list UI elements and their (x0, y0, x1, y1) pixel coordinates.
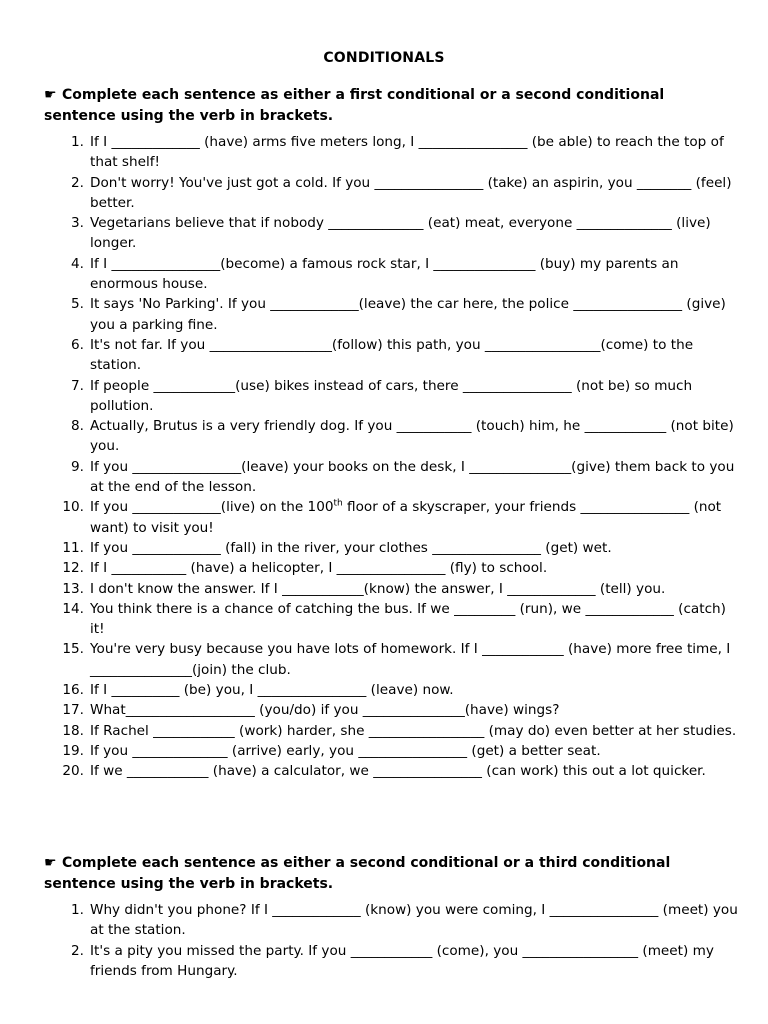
list-item (44, 132, 744, 173)
item-number: 18. (62, 722, 84, 739)
list-item (44, 294, 744, 335)
item-number: 17. (62, 702, 84, 719)
item-text: Don't worry! You've just got a cold. If you ________________ (take) an aspirin, you ________ (feel) better. (90, 174, 732, 211)
item-number: 13. (62, 580, 84, 597)
list-item (44, 538, 744, 558)
item-number: 10. (62, 499, 84, 516)
item-text: What___________________ (you/do) if you _______________(have) wings? (90, 702, 560, 719)
item-text: If you ______________ (arrive) early, you ________________ (get) a better seat. (90, 742, 601, 759)
item-number: 16. (62, 682, 84, 699)
item-number: 15. (62, 641, 84, 658)
item-text: You're very busy because you have lots of homework. If I ____________ (have) more free time, I _______________(join) the club. (90, 641, 731, 678)
item-text: If you _____________(live) on the 100th floor of a skyscraper, your friends ________________ (not want) to visit you! (90, 498, 722, 536)
item-text: If I ________________(become) a famous rock star, I _______________ (buy) my parents an enormous house. (90, 255, 679, 293)
item-number: 7. (71, 377, 84, 394)
section2-instruction: Complete each sentence as either a second conditional or a third conditional sentence using the verb in brackets. (44, 855, 671, 892)
list-item (44, 761, 744, 781)
item-text: I don't know the answer. If I ____________(know) the answer, I _____________ (tell) you. (90, 580, 666, 597)
list-item (44, 497, 744, 538)
item-text: If I _____________ (have) arms five meters long, I ________________ (be able) to reach the top of that shelf! (90, 134, 724, 171)
item-number: 19. (62, 742, 84, 759)
section2-instruction-block (44, 853, 724, 894)
section1-instruction-block (44, 85, 724, 126)
item-text: If we ____________ (have) a calculator, we ________________ (can work) this out a lot quicker. (90, 763, 706, 780)
list-item (44, 416, 744, 457)
item-number: 4. (71, 255, 84, 272)
item-number: 5. (71, 296, 84, 313)
list-item (44, 700, 744, 720)
item-text: Vegetarians believe that if nobody ______________ (eat) meat, everyone ______________ (live) longer. (90, 215, 711, 252)
item-text: If you _____________ (fall) in the river, your clothes ________________ (get) wet. (90, 539, 612, 556)
list-item (44, 741, 744, 761)
list-item (44, 599, 744, 640)
list-item (44, 558, 744, 578)
pointing-hand-icon: ☛ (44, 87, 57, 103)
item-text: Actually, Brutus is a very friendly dog. If you ___________ (touch) him, he ____________ (not bite) you. (90, 418, 734, 455)
item-number: 3. (71, 215, 84, 232)
pointing-hand-icon: ☛ (44, 855, 57, 871)
item-text: You think there is a chance of catching the bus. If we _________ (run), we _____________ (catch) it! (90, 600, 726, 638)
item-text: It's a pity you missed the party. If you ____________ (come), you _________________ (meet) my friends from Hungary. (90, 942, 714, 979)
list-item (44, 173, 744, 214)
item-number: 6. (71, 336, 84, 353)
item-number: 8. (71, 418, 84, 435)
section1-instruction: Complete each sentence as either a first conditional or a second conditional sentence using the verb in brackets. (44, 87, 665, 124)
item-text: It says 'No Parking'. If you _____________(leave) the car here, the police ________________ (give) you a parking fine. (90, 296, 726, 333)
item-text: If people ____________(use) bikes instead of cars, there ________________ (not be) so much pollution. (90, 377, 693, 414)
item-number: 9. (71, 458, 84, 475)
item-number: 14. (62, 600, 84, 617)
list-item (44, 457, 744, 498)
item-number: 12. (62, 560, 84, 577)
section2-list (44, 900, 744, 981)
item-number: 1. (71, 902, 84, 918)
item-text: If you ________________(leave) your books on the desk, I _______________(give) them back to you at the end of the lesson. (90, 458, 735, 496)
item-text: It's not far. If you __________________(follow) this path, you _________________(come) to the station. (90, 336, 694, 374)
list-item (44, 941, 744, 982)
item-number: 2. (71, 174, 84, 191)
list-item (44, 579, 744, 599)
item-number: 11. (62, 539, 84, 556)
section1-list (44, 132, 744, 782)
item-text: If Rachel ____________ (work) harder, she _________________ (may do) even better at her studies. (90, 722, 737, 739)
list-item (44, 680, 744, 700)
list-item (44, 900, 744, 941)
list-item (44, 376, 744, 417)
list-item (44, 721, 744, 741)
item-text: If I __________ (be) you, I ________________ (leave) now. (90, 682, 454, 699)
list-item (44, 639, 744, 680)
item-text: Why didn't you phone? If I _____________ (know) you were coming, I ________________ (meet) you at the station. (90, 902, 738, 939)
list-item (44, 335, 744, 376)
item-number: 2. (71, 942, 84, 959)
list-item (44, 213, 744, 254)
item-number: 1. (71, 134, 84, 150)
item-number: 20. (62, 763, 84, 780)
list-item (44, 254, 744, 295)
page-title: CONDITIONALS (323, 50, 445, 66)
item-text: If I ___________ (have) a helicopter, I ________________ (fly) to school. (90, 560, 548, 577)
